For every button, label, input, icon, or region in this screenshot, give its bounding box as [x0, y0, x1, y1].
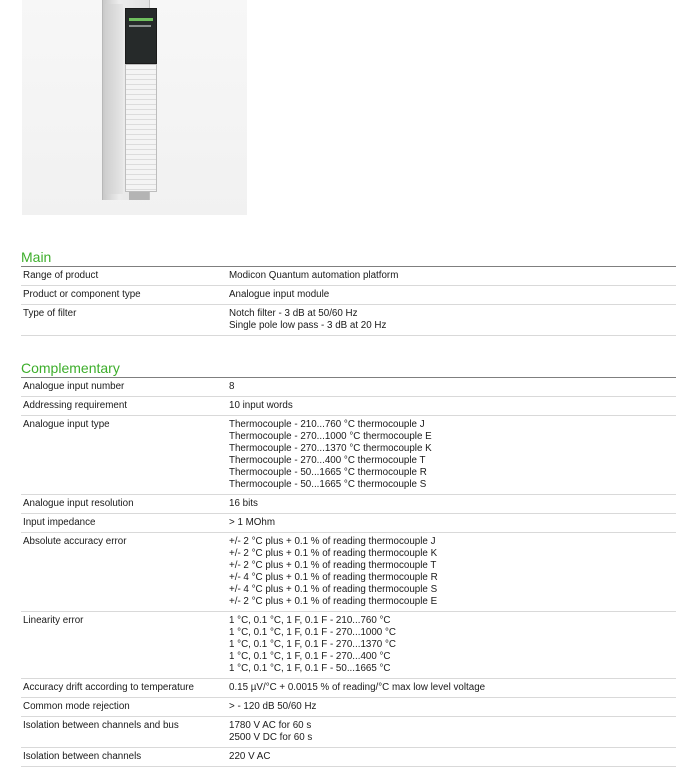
spec-label: Addressing requirement [21, 397, 227, 416]
spec-value-line: 1 °C, 0.1 °C, 1 F, 0.1 F - 270...1370 °C [229, 639, 396, 650]
spec-row [21, 612, 676, 679]
spec-value-line: Notch filter - 3 dB at 50/60 Hz [229, 308, 358, 319]
spec-value-line: 1 °C, 0.1 °C, 1 F, 0.1 F - 210...760 °C [229, 615, 391, 626]
spec-row [21, 533, 676, 612]
spec-value-line: 220 V AC [229, 751, 271, 762]
spec-row [21, 679, 676, 698]
spec-label: Input impedance [21, 514, 227, 533]
spec-value [227, 679, 676, 698]
spec-row [21, 267, 676, 286]
spec-value-line: 1 °C, 0.1 °C, 1 F, 0.1 F - 50...1665 °C [229, 663, 391, 674]
spec-value [227, 378, 676, 397]
product-photo [22, 0, 247, 215]
spec-label: Type of filter [21, 305, 227, 336]
spec-label: Accuracy drift according to temperature [21, 679, 227, 698]
spec-value [227, 717, 676, 748]
spec-value [227, 416, 676, 495]
spec-value-line: +/- 2 °C plus + 0.1 % of reading thermocouple T [229, 560, 437, 571]
spec-value [227, 514, 676, 533]
spec-value-line: Thermocouple - 50...1665 °C thermocouple R [229, 467, 427, 478]
spec-row [21, 416, 676, 495]
spec-value-line: +/- 2 °C plus + 0.1 % of reading thermocouple E [229, 596, 438, 607]
spec-label: Analogue input type [21, 416, 227, 495]
spec-value [227, 533, 676, 612]
spec-row [21, 495, 676, 514]
spec-value-line: 2500 V DC for 60 s [229, 732, 313, 743]
spec-value-line: 1780 V AC for 60 s [229, 720, 312, 731]
spec-value [227, 748, 676, 767]
spec-label: Product or component type [21, 286, 227, 305]
spec-row [21, 748, 676, 767]
spec-value-line: Thermocouple - 270...400 °C thermocouple T [229, 455, 426, 466]
spec-value-line: 1 °C, 0.1 °C, 1 F, 0.1 F - 270...1000 °C [229, 627, 396, 638]
spec-value [227, 286, 676, 305]
spec-row [21, 305, 676, 336]
spec-label: Linearity error [21, 612, 227, 679]
spec-value [227, 495, 676, 514]
spec-label: Isolation between channels [21, 748, 227, 767]
spec-row [21, 378, 676, 397]
spec-value-line: 10 input words [229, 400, 293, 411]
spec-value-line: +/- 4 °C plus + 0.1 % of reading thermocouple S [229, 584, 438, 595]
spec-value-line: Thermocouple - 270...1000 °C thermocouple E [229, 431, 432, 442]
spec-value-line: 0.15 µV/°C + 0.0015 % of reading/°C max low level voltage [229, 682, 486, 693]
plc-io-module-photo-icon [102, 0, 150, 200]
spec-label: Isolation between channels and bus [21, 717, 227, 748]
spec-row [21, 698, 676, 717]
spec-value-line: Analogue input module [229, 289, 330, 300]
spec-value-line: 8 [229, 381, 235, 392]
spec-value [227, 305, 676, 336]
spec-value-line: Thermocouple - 210...760 °C thermocouple J [229, 419, 425, 430]
spec-value [227, 612, 676, 679]
spec-row [21, 397, 676, 416]
section-title-main: Main [21, 249, 52, 265]
spec-row [21, 717, 676, 748]
spec-value-line: Modicon Quantum automation platform [229, 270, 399, 281]
spec-value-line: Single pole low pass - 3 dB at 20 Hz [229, 320, 387, 331]
spec-value-line: Thermocouple - 50...1665 °C thermocouple S [229, 479, 427, 490]
spec-value [227, 698, 676, 717]
spec-value-line: Thermocouple - 270...1370 °C thermocouple K [229, 443, 432, 454]
spec-value-line: > - 120 dB 50/60 Hz [229, 701, 317, 712]
spec-value [227, 397, 676, 416]
spec-label: Analogue input resolution [21, 495, 227, 514]
spec-row [21, 286, 676, 305]
spec-label: Common mode rejection [21, 698, 227, 717]
spec-row [21, 514, 676, 533]
spec-label: Absolute accuracy error [21, 533, 227, 612]
section-title-complementary: Complementary [21, 360, 120, 376]
spec-value [227, 267, 676, 286]
complementary-spec-table [21, 377, 676, 767]
main-spec-table [21, 266, 676, 336]
spec-value-line: +/- 4 °C plus + 0.1 % of reading thermocouple R [229, 572, 438, 583]
spec-value-line: 16 bits [229, 498, 258, 509]
spec-label: Analogue input number [21, 378, 227, 397]
spec-value-line: > 1 MOhm [229, 517, 276, 528]
spec-value-line: +/- 2 °C plus + 0.1 % of reading thermocouple J [229, 536, 436, 547]
spec-value-line: +/- 2 °C plus + 0.1 % of reading thermocouple K [229, 548, 438, 559]
spec-label: Range of product [21, 267, 227, 286]
spec-value-line: 1 °C, 0.1 °C, 1 F, 0.1 F - 270...400 °C [229, 651, 391, 662]
